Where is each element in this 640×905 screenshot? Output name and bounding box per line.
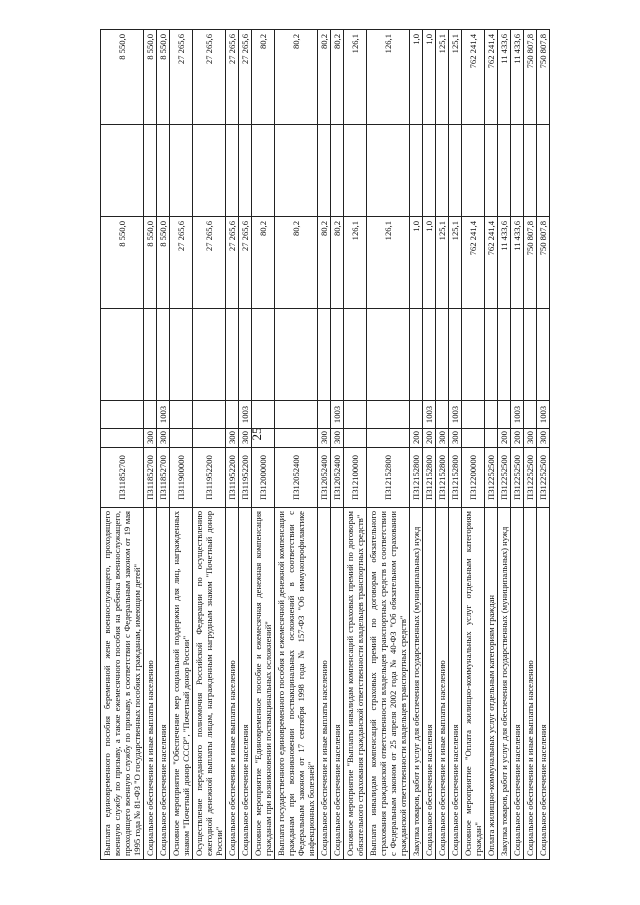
value-col-2: 27 265,6 xyxy=(239,217,252,309)
section-code xyxy=(252,401,275,429)
value-col-4: 125,1 xyxy=(436,30,449,125)
target-code: П312252500 xyxy=(511,448,524,508)
row-name: Закупка товаров, работ и услуг для обеспечения государственных (муниципальных) нужд xyxy=(410,508,423,860)
value-col-2: 762 241,4 xyxy=(485,217,498,309)
value-col-1 xyxy=(449,309,462,401)
value-col-1 xyxy=(101,309,144,401)
row-name: Социальное обеспечение населения xyxy=(423,508,436,860)
value-col-2: 125,1 xyxy=(436,217,449,309)
row-name: Социальное обеспечение и иные выплаты населению xyxy=(318,508,331,860)
row-name: Социальное обеспечение и иные выплаты населению xyxy=(144,508,157,860)
table-row xyxy=(170,30,193,860)
value-col-2: 11 433,6 xyxy=(511,217,524,309)
row-name: Социальное обеспечение населения xyxy=(537,508,550,860)
target-code: П312052400 xyxy=(275,448,318,508)
row-name: Основное мероприятие "Обеспечение мер социальной поддержки для лиц, награжденных знаком "Почетный донор СССР", "Почетный донор России" xyxy=(170,508,193,860)
table-row xyxy=(157,30,170,860)
table-row xyxy=(367,30,410,860)
value-col-1 xyxy=(462,309,485,401)
value-col-2: 126,1 xyxy=(367,217,410,309)
value-col-2: 126,1 xyxy=(344,217,367,309)
value-col-3 xyxy=(226,125,239,217)
value-col-3 xyxy=(462,125,485,217)
target-code: П311852700 xyxy=(144,448,157,508)
value-col-4: 80,2 xyxy=(331,30,344,125)
value-col-3 xyxy=(275,125,318,217)
table-row xyxy=(318,30,331,860)
row-name: Выплата государственного единовременного пособия и ежемесячной денежной компенсации гражданам при возникновении поствакцинальных осложнений в соответствии с Федеральным законом от 17 сентября 1998 года № 157-ФЗ "Об иммунопрофилактике инфекционных болезней" xyxy=(275,508,318,860)
value-col-1 xyxy=(511,309,524,401)
section-code xyxy=(410,401,423,429)
section-code xyxy=(318,401,331,429)
value-col-1 xyxy=(157,309,170,401)
value-col-3 xyxy=(344,125,367,217)
value-col-2: 80,2 xyxy=(275,217,318,309)
table-row xyxy=(226,30,239,860)
value-col-4: 762 241,4 xyxy=(485,30,498,125)
expense-type: 300 xyxy=(144,429,157,448)
value-col-4: 126,1 xyxy=(367,30,410,125)
value-col-1 xyxy=(144,309,157,401)
row-name: Основное мероприятие "Единовременное пособие и ежемесячная денежная компенсация гражданам при возникновении поствакцинальных осложнений" xyxy=(252,508,275,860)
row-name: Основное мероприятие "Выплаты инвалидам компенсаций страховых премий по договорам обязательного страхования гражданской ответственности владельцев транспортных средств" xyxy=(344,508,367,860)
table-row xyxy=(436,30,449,860)
value-col-1 xyxy=(239,309,252,401)
expense-type: 300 xyxy=(318,429,331,448)
value-col-3 xyxy=(524,125,537,217)
row-name: Социальное обеспечение населения xyxy=(331,508,344,860)
expense-type: 300 xyxy=(436,429,449,448)
expense-type: 200 xyxy=(423,429,436,448)
table-row xyxy=(193,30,226,860)
table-row xyxy=(252,30,275,860)
row-name: Социальное обеспечение населения xyxy=(239,508,252,860)
value-col-3 xyxy=(193,125,226,217)
target-code: П312152800 xyxy=(423,448,436,508)
value-col-1 xyxy=(436,309,449,401)
expense-type xyxy=(344,429,367,448)
value-col-2: 27 265,6 xyxy=(226,217,239,309)
section-code xyxy=(226,401,239,429)
value-col-3 xyxy=(485,125,498,217)
target-code: П312152800 xyxy=(367,448,410,508)
expense-type: 300 xyxy=(239,429,252,448)
value-col-3 xyxy=(498,125,511,217)
value-col-2: 750 807,8 xyxy=(537,217,550,309)
section-code xyxy=(344,401,367,429)
value-col-3 xyxy=(410,125,423,217)
section-code: 1003 xyxy=(157,401,170,429)
section-code xyxy=(275,401,318,429)
expense-type: 300 xyxy=(449,429,462,448)
target-code: П312252500 xyxy=(485,448,498,508)
value-col-4: 11 433,6 xyxy=(511,30,524,125)
value-col-1 xyxy=(537,309,550,401)
value-col-3 xyxy=(331,125,344,217)
expense-type: 300 xyxy=(537,429,550,448)
section-code: 1003 xyxy=(331,401,344,429)
value-col-4: 80,2 xyxy=(275,30,318,125)
section-code xyxy=(101,401,144,429)
value-col-1 xyxy=(226,309,239,401)
row-name: Социальное обеспечение и иные выплаты населению xyxy=(226,508,239,860)
value-col-2: 1,0 xyxy=(410,217,423,309)
value-col-2: 1,0 xyxy=(423,217,436,309)
budget-table-sheet xyxy=(100,30,570,860)
value-col-1 xyxy=(193,309,226,401)
target-code: П312152800 xyxy=(410,448,423,508)
value-col-3 xyxy=(101,125,144,217)
section-code xyxy=(367,401,410,429)
expense-type: 300 xyxy=(157,429,170,448)
value-col-4: 126,1 xyxy=(344,30,367,125)
target-code: П311952200 xyxy=(239,448,252,508)
value-col-4: 27 265,6 xyxy=(239,30,252,125)
value-col-2: 11 433,6 xyxy=(498,217,511,309)
value-col-3 xyxy=(170,125,193,217)
target-code: П312252500 xyxy=(537,448,550,508)
value-col-3 xyxy=(252,125,275,217)
value-col-4: 125,1 xyxy=(449,30,462,125)
table-row xyxy=(275,30,318,860)
value-col-3 xyxy=(449,125,462,217)
value-col-4: 8 550,0 xyxy=(157,30,170,125)
row-name: Социальное обеспечение и иные выплаты населению xyxy=(524,508,537,860)
value-col-4: 750 807,8 xyxy=(524,30,537,125)
expense-type: 200 xyxy=(511,429,524,448)
value-col-2: 8 550,0 xyxy=(157,217,170,309)
section-code: 1003 xyxy=(537,401,550,429)
expense-type xyxy=(367,429,410,448)
page-number: 25 xyxy=(249,427,264,441)
table-row xyxy=(449,30,462,860)
row-name: Основное мероприятие "Оплата жилищно-коммунальных услуг отдельным категориям граждан" xyxy=(462,508,485,860)
value-col-1 xyxy=(485,309,498,401)
expense-type xyxy=(170,429,193,448)
row-name: Социальное обеспечение населения xyxy=(449,508,462,860)
table-row xyxy=(101,30,144,860)
value-col-2: 8 550,0 xyxy=(144,217,157,309)
expense-type xyxy=(101,429,144,448)
value-col-3 xyxy=(367,125,410,217)
section-code xyxy=(485,401,498,429)
table-row xyxy=(239,30,252,860)
target-code: П311852700 xyxy=(157,448,170,508)
section-code: 1003 xyxy=(239,401,252,429)
value-col-3 xyxy=(423,125,436,217)
value-col-1 xyxy=(331,309,344,401)
row-name: Выплата инвалидам компенсаций страховых премий по договорам обязательного страхования гражданской ответственности владельцев транспортных средств в соответствии с Федеральным законом от 25 апреля 2002 года № 40-ФЗ "Об обязательном страховании гражданской ответственности владельцев транспортных средств" xyxy=(367,508,410,860)
section-code xyxy=(170,401,193,429)
target-code: П312152800 xyxy=(436,448,449,508)
table-row xyxy=(524,30,537,860)
expense-type: 300 xyxy=(331,429,344,448)
value-col-4: 27 265,6 xyxy=(193,30,226,125)
target-code: П311900000 xyxy=(170,448,193,508)
value-col-3 xyxy=(239,125,252,217)
table-row xyxy=(511,30,524,860)
value-col-2: 125,1 xyxy=(449,217,462,309)
row-name: Оплата жилищно-коммунальных услуг отдельным категориям граждан xyxy=(485,508,498,860)
section-code xyxy=(144,401,157,429)
section-code xyxy=(524,401,537,429)
value-col-2: 80,2 xyxy=(318,217,331,309)
target-code: П312052400 xyxy=(318,448,331,508)
value-col-4: 80,2 xyxy=(252,30,275,125)
section-code xyxy=(193,401,226,429)
value-col-4: 1,0 xyxy=(423,30,436,125)
value-col-4: 750 807,8 xyxy=(537,30,550,125)
expense-type xyxy=(193,429,226,448)
row-name: Закупка товаров, работ и услуг для обеспечения государственных (муниципальных) нужд xyxy=(498,508,511,860)
value-col-2: 27 265,6 xyxy=(193,217,226,309)
target-code: П312252500 xyxy=(524,448,537,508)
table-row xyxy=(498,30,511,860)
table-row xyxy=(331,30,344,860)
budget-table xyxy=(100,29,550,860)
table-row xyxy=(410,30,423,860)
value-col-3 xyxy=(318,125,331,217)
value-col-3 xyxy=(157,125,170,217)
value-col-4: 8 550,0 xyxy=(144,30,157,125)
target-code: П312152800 xyxy=(449,448,462,508)
target-code: П311852700 xyxy=(101,448,144,508)
target-code: П312252500 xyxy=(498,448,511,508)
table-body xyxy=(101,30,550,860)
table-row xyxy=(144,30,157,860)
value-col-2: 27 265,6 xyxy=(170,217,193,309)
value-col-1 xyxy=(423,309,436,401)
value-col-4: 762 241,4 xyxy=(462,30,485,125)
value-col-2: 750 807,8 xyxy=(524,217,537,309)
expense-type xyxy=(275,429,318,448)
target-code: П312200000 xyxy=(462,448,485,508)
table-row xyxy=(344,30,367,860)
target-code: П312052400 xyxy=(331,448,344,508)
row-name: Выплата единовременного пособия беременной жене военнослужащего, проходящего военную службу по призыву, а также ежемесячного пособия на ребенка военнослужащего, проходящего военную службу по призыву, в соответствии с Федеральным законом от 19 мая 1995 года № 81-ФЗ "О государственных пособиях гражданам, имеющим детей" xyxy=(101,508,144,860)
expense-type xyxy=(462,429,485,448)
value-col-1 xyxy=(275,309,318,401)
target-code: П312100000 xyxy=(344,448,367,508)
value-col-1 xyxy=(367,309,410,401)
value-col-3 xyxy=(511,125,524,217)
value-col-3 xyxy=(537,125,550,217)
target-code: П311952200 xyxy=(193,448,226,508)
value-col-4: 80,2 xyxy=(318,30,331,125)
target-code: П312000000 xyxy=(252,448,275,508)
row-name: Осуществление переданного полномочия Российской Федерации по осуществлению ежегодной денежной выплаты лицам, награжденным нагрудным знаком "Почетный донор России" xyxy=(193,508,226,860)
row-name: Социальное обеспечение населения xyxy=(511,508,524,860)
value-col-1 xyxy=(344,309,367,401)
value-col-2: 80,2 xyxy=(252,217,275,309)
row-name: Социальное обеспечение населения xyxy=(157,508,170,860)
value-col-2: 762 241,4 xyxy=(462,217,485,309)
value-col-4: 11 433,6 xyxy=(498,30,511,125)
target-code: П311952200 xyxy=(226,448,239,508)
value-col-1 xyxy=(252,309,275,401)
section-code: 1003 xyxy=(423,401,436,429)
expense-type: 200 xyxy=(498,429,511,448)
value-col-1 xyxy=(498,309,511,401)
value-col-2: 80,2 xyxy=(331,217,344,309)
expense-type xyxy=(252,429,275,448)
value-col-2: 8 550,0 xyxy=(101,217,144,309)
section-code xyxy=(436,401,449,429)
expense-type xyxy=(485,429,498,448)
value-col-3 xyxy=(436,125,449,217)
value-col-4: 1,0 xyxy=(410,30,423,125)
value-col-4: 8 550,0 xyxy=(101,30,144,125)
section-code xyxy=(462,401,485,429)
value-col-1 xyxy=(524,309,537,401)
expense-type: 300 xyxy=(226,429,239,448)
table-row xyxy=(537,30,550,860)
value-col-4: 27 265,6 xyxy=(226,30,239,125)
expense-type: 200 xyxy=(410,429,423,448)
table-row xyxy=(423,30,436,860)
section-code xyxy=(498,401,511,429)
section-code: 1003 xyxy=(449,401,462,429)
section-code: 1003 xyxy=(511,401,524,429)
value-col-1 xyxy=(318,309,331,401)
value-col-1 xyxy=(410,309,423,401)
row-name: Социальное обеспечение и иные выплаты населению xyxy=(436,508,449,860)
value-col-1 xyxy=(170,309,193,401)
expense-type: 300 xyxy=(524,429,537,448)
table-row xyxy=(462,30,485,860)
value-col-3 xyxy=(144,125,157,217)
table-row xyxy=(485,30,498,860)
value-col-4: 27 265,6 xyxy=(170,30,193,125)
